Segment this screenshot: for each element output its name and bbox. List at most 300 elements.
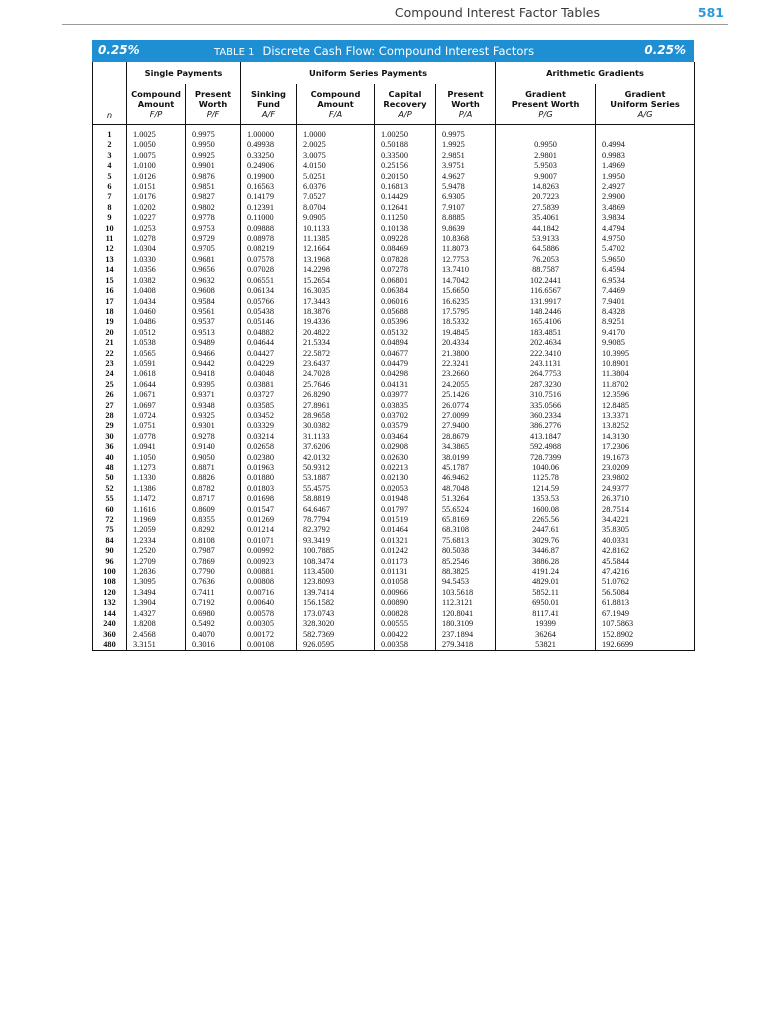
col-header-af: Sinking Fund A/F	[241, 84, 297, 125]
cell-ag: 61.8813	[602, 598, 630, 608]
cell-fa: 82.3792	[297, 525, 375, 535]
cell-n: 28	[93, 411, 127, 421]
cell-pg: 53821	[496, 640, 596, 651]
cell-ap: 0.03835	[375, 401, 436, 411]
cell-ap: 0.03977	[375, 390, 436, 400]
cell-ap: 0.00890	[375, 598, 436, 608]
cell-fa: 64.6467	[297, 505, 375, 515]
cell-pa: 103.5618	[436, 588, 496, 598]
cell-pf: 0.8871	[186, 463, 241, 473]
group-header-row	[93, 62, 695, 84]
cell-fa: 93.3419	[297, 536, 375, 546]
cell-n: 8	[93, 203, 127, 213]
table-row	[93, 453, 695, 463]
cell-n: 23	[93, 359, 127, 369]
cell-pg: 202.4634	[496, 338, 596, 348]
cell-pf: 0.8609	[186, 505, 241, 515]
cell-af: 0.04882	[241, 328, 297, 338]
cell-ap: 0.02213	[375, 463, 436, 473]
cell-fp: 1.0724	[127, 411, 186, 421]
cell-n: 120	[93, 588, 127, 598]
cell-pa: 0.9975	[436, 125, 496, 141]
cell-pf: 0.5492	[186, 619, 241, 629]
cell-af: 0.04048	[241, 369, 297, 379]
cell-ag: 6.4594	[602, 265, 625, 275]
cell-pf: 0.9608	[186, 286, 241, 296]
cell-fp: 1.0751	[127, 421, 186, 431]
cell-pa: 24.2055	[436, 380, 496, 390]
cell-n: 5	[93, 172, 127, 182]
cell-ap: 0.05132	[375, 328, 436, 338]
cell-pg: 0.9950	[496, 140, 596, 150]
cell-ag: 40.0331	[602, 535, 630, 545]
cell-af: 0.24906	[241, 161, 297, 171]
cell-ag: 5.4702	[602, 244, 625, 254]
factor-table	[92, 40, 694, 651]
cell-ap: 0.01131	[375, 567, 436, 577]
cell-pa: 279.3418	[436, 640, 496, 651]
table-row	[93, 125, 695, 141]
cell-n: 72	[93, 515, 127, 525]
cell-fa: 28.9658	[297, 411, 375, 421]
cell-pg: 165.4106	[496, 317, 596, 327]
cell-n: 24	[93, 369, 127, 379]
cell-fp: 1.1273	[127, 463, 186, 473]
cell-ap: 0.01058	[375, 577, 436, 587]
cell-ap: 0.02130	[375, 473, 436, 483]
cell-ag: 7.4469	[602, 286, 625, 296]
cell-fa: 4.0150	[297, 161, 375, 171]
cell-fa: 27.8961	[297, 401, 375, 411]
cell-pf: 0.8826	[186, 473, 241, 483]
cell-pa: 237.1894	[436, 630, 496, 640]
col-header-pa: Present Worth P/A	[436, 84, 496, 125]
cell-pg: 131.9917	[496, 297, 596, 307]
cell-pf: 0.9140	[186, 442, 241, 452]
cell-n: 4	[93, 161, 127, 171]
cell-pf: 0.9632	[186, 276, 241, 286]
cell-fp: 1.0512	[127, 328, 186, 338]
table-number: TABLE 1	[214, 47, 255, 58]
cell-pa: 28.8679	[436, 432, 496, 442]
col-header-fa: Compound Amount F/A	[297, 84, 375, 125]
cell-ag: 0.9983	[602, 150, 625, 160]
cell-pf: 0.4070	[186, 630, 241, 640]
cell-n: 15	[93, 276, 127, 286]
table-row	[93, 577, 695, 587]
cell-ap: 0.00422	[375, 630, 436, 640]
cell-pf: 0.8782	[186, 484, 241, 494]
cell-af: 0.00923	[241, 557, 297, 567]
cell-pg: 148.2446	[496, 307, 596, 317]
cell-pf: 0.3016	[186, 640, 241, 651]
cell-pa: 27.0099	[436, 411, 496, 421]
running-title: Compound Interest Factor Tables	[394, 5, 600, 20]
cell-pf: 0.9681	[186, 255, 241, 265]
cell-ap: 0.01797	[375, 505, 436, 515]
cell-fp: 1.1386	[127, 484, 186, 494]
cell-af: 0.03329	[241, 421, 297, 431]
cell-af: 0.01269	[241, 515, 297, 525]
table-row	[93, 619, 695, 629]
cell-ag: 3.9834	[602, 213, 625, 223]
cell-fp: 1.0618	[127, 369, 186, 379]
cell-fp: 1.0253	[127, 224, 186, 234]
cell-pa: 75.6813	[436, 536, 496, 546]
cell-af: 0.19900	[241, 172, 297, 182]
cell-ag: 1.9950	[602, 171, 625, 181]
cell-af: 0.01214	[241, 525, 297, 535]
cell-fp: 1.1616	[127, 505, 186, 515]
cell-ag: 0.4994	[602, 140, 625, 150]
cell-af: 0.06134	[241, 286, 297, 296]
cell-pa: 27.9400	[436, 421, 496, 431]
cell-ap: 0.04894	[375, 338, 436, 348]
cell-n: 26	[93, 390, 127, 400]
table-row	[93, 484, 695, 494]
cell-fa: 328.3020	[297, 619, 375, 629]
cell-af: 0.03585	[241, 401, 297, 411]
table-row	[93, 463, 695, 473]
cell-fa: 21.5334	[297, 338, 375, 348]
cell-pf: 0.9802	[186, 203, 241, 213]
cell-fa: 123.8093	[297, 577, 375, 587]
table-row	[93, 390, 695, 400]
table-row	[93, 588, 695, 598]
table-row	[93, 505, 695, 515]
cell-ap: 0.11250	[375, 213, 436, 223]
cell-af: 0.00578	[241, 609, 297, 619]
cell-fp: 1.0278	[127, 234, 186, 244]
cell-ag: 19.1673	[602, 452, 630, 462]
cell-n: 6	[93, 182, 127, 192]
cell-n: 16	[93, 286, 127, 296]
table-row	[93, 546, 695, 556]
cell-ag: 3.4869	[602, 202, 625, 212]
cell-pg: 36264	[496, 630, 596, 640]
table-row	[93, 265, 695, 275]
cell-pa: 18.5332	[436, 317, 496, 327]
cell-pg: 44.1842	[496, 224, 596, 234]
cell-ag: 10.8901	[602, 358, 630, 368]
table-row	[93, 359, 695, 369]
cell-ag: 4.4794	[602, 223, 625, 233]
cell-af: 0.05146	[241, 317, 297, 327]
cell-fa: 78.7794	[297, 515, 375, 525]
cell-fp: 1.0025	[127, 125, 186, 141]
cell-n: 2	[93, 140, 127, 150]
cell-fp: 1.1472	[127, 494, 186, 504]
cell-ag: 10.3995	[602, 348, 630, 358]
cell-fa: 5.0251	[297, 172, 375, 182]
cell-af: 0.08219	[241, 244, 297, 254]
cell-pf: 0.9656	[186, 265, 241, 275]
cell-ap: 0.16813	[375, 182, 436, 192]
cell-n: 100	[93, 567, 127, 577]
cell-n: 18	[93, 307, 127, 317]
cell-pg: 27.5839	[496, 203, 596, 213]
cell-pg: 2447.61	[496, 525, 596, 535]
cell-n: 90	[93, 546, 127, 556]
cell-fp: 1.2836	[127, 567, 186, 577]
cell-n: 96	[93, 557, 127, 567]
cell-fa: 3.0075	[297, 151, 375, 161]
cell-pa: 3.9751	[436, 161, 496, 171]
cell-ag: 51.0762	[602, 577, 630, 587]
cell-pa: 16.6235	[436, 297, 496, 307]
cell-af: 0.00305	[241, 619, 297, 629]
cell-fa: 8.0704	[297, 203, 375, 213]
cell-pg: 3029.76	[496, 536, 596, 546]
cell-fa: 20.4822	[297, 328, 375, 338]
cell-pf: 0.9901	[186, 161, 241, 171]
table-row	[93, 297, 695, 307]
cell-ag	[596, 125, 695, 141]
cell-n: 84	[93, 536, 127, 546]
cell-ap: 0.20150	[375, 172, 436, 182]
cell-af: 0.12391	[241, 203, 297, 213]
cell-pg: 2.9801	[496, 151, 596, 161]
cell-ap: 0.02053	[375, 484, 436, 494]
cell-ag: 34.4221	[602, 515, 630, 525]
cell-fa: 53.1887	[297, 473, 375, 483]
cell-pg: 14.8263	[496, 182, 596, 192]
cell-n: 29	[93, 421, 127, 431]
cell-pf: 0.9442	[186, 359, 241, 369]
cell-fp: 1.0565	[127, 349, 186, 359]
cell-ap: 0.00358	[375, 640, 436, 651]
cell-n: 30	[93, 432, 127, 442]
cell-pg: 413.1847	[496, 432, 596, 442]
cell-fa: 16.3035	[297, 286, 375, 296]
table-row	[93, 598, 695, 608]
cell-pg: 88.7587	[496, 265, 596, 275]
cell-n: 27	[93, 401, 127, 411]
cell-n: 360	[93, 630, 127, 640]
cell-fa: 6.0376	[297, 182, 375, 192]
cell-n: 3	[93, 151, 127, 161]
cell-fa: 26.8290	[297, 390, 375, 400]
cell-pf: 0.7790	[186, 567, 241, 577]
table-row	[93, 630, 695, 640]
table-row	[93, 442, 695, 452]
cell-pf: 0.9753	[186, 224, 241, 234]
cell-fp: 1.0486	[127, 317, 186, 327]
table-banner	[92, 40, 694, 62]
cell-af: 0.00108	[241, 640, 297, 651]
cell-af: 0.33250	[241, 151, 297, 161]
cell-ap: 0.08469	[375, 244, 436, 254]
cell-fp: 1.3494	[127, 588, 186, 598]
cell-fa: 173.0743	[297, 609, 375, 619]
cell-ap: 0.06384	[375, 286, 436, 296]
cell-pg: 222.3410	[496, 349, 596, 359]
cell-fp: 1.0538	[127, 338, 186, 348]
cell-ap: 0.02630	[375, 453, 436, 463]
cell-fa: 139.7414	[297, 588, 375, 598]
cell-fa: 18.3876	[297, 307, 375, 317]
cell-pg: 592.4988	[496, 442, 596, 452]
cell-n: 60	[93, 505, 127, 515]
cell-fa: 10.1133	[297, 224, 375, 234]
cell-fp: 1.0408	[127, 286, 186, 296]
cell-af: 0.01963	[241, 463, 297, 473]
cell-pg: 1125.78	[496, 473, 596, 483]
table-row	[93, 213, 695, 223]
cell-n: 40	[93, 453, 127, 463]
cell-af: 1.00000	[241, 125, 297, 141]
cell-pa: 10.8368	[436, 234, 496, 244]
table-row	[93, 307, 695, 317]
cell-pg: 183.4851	[496, 328, 596, 338]
cell-pg: 728.7399	[496, 453, 596, 463]
cell-ag: 192.6699	[602, 639, 634, 649]
cell-pf: 0.7192	[186, 598, 241, 608]
cell-ap: 0.10138	[375, 224, 436, 234]
table-row	[93, 380, 695, 390]
cell-ap: 0.00828	[375, 609, 436, 619]
cell-fp: 1.0382	[127, 276, 186, 286]
cell-af: 0.03214	[241, 432, 297, 442]
cell-pa: 55.6524	[436, 505, 496, 515]
cell-pg: 1353.53	[496, 494, 596, 504]
cell-ag: 11.8702	[602, 379, 629, 389]
cell-fp: 1.0330	[127, 255, 186, 265]
cell-pg: 4191.24	[496, 567, 596, 577]
table-row	[93, 567, 695, 577]
cell-ag: 12.8485	[602, 400, 630, 410]
cell-pa: 85.2546	[436, 557, 496, 567]
table-row	[93, 224, 695, 234]
cell-n: 20	[93, 328, 127, 338]
cell-ag: 23.0209	[602, 463, 630, 472]
cell-ag: 45.5844	[602, 556, 630, 566]
cell-n: 144	[93, 609, 127, 619]
cell-fp: 1.0202	[127, 203, 186, 213]
cell-pa: 80.5038	[436, 546, 496, 556]
cell-af: 0.07028	[241, 265, 297, 275]
cell-n: 11	[93, 234, 127, 244]
cell-af: 0.00640	[241, 598, 297, 608]
cell-pa: 20.4334	[436, 338, 496, 348]
cell-ap: 1.00250	[375, 125, 436, 141]
table-row	[93, 244, 695, 254]
cell-af: 0.11000	[241, 213, 297, 223]
cell-ag: 9.4170	[602, 327, 625, 337]
cell-af: 0.06551	[241, 276, 297, 286]
group-uniform-series: Uniform Series Payments	[241, 62, 496, 84]
cell-ap: 0.01173	[375, 557, 436, 567]
cell-ap: 0.07828	[375, 255, 436, 265]
cell-pg: 64.5886	[496, 244, 596, 254]
cell-pa: 25.1426	[436, 390, 496, 400]
cell-ap: 0.14429	[375, 192, 436, 202]
table-row	[93, 609, 695, 619]
cell-pa: 45.1787	[436, 463, 496, 473]
table-row	[93, 172, 695, 182]
cell-fa: 926.0595	[297, 640, 375, 651]
cell-ap: 0.00966	[375, 588, 436, 598]
cell-pf: 0.6980	[186, 609, 241, 619]
cell-pa: 6.9305	[436, 192, 496, 202]
cell-pg: 3446.87	[496, 546, 596, 556]
cell-ag: 152.8902	[602, 629, 634, 639]
cell-ap: 0.25156	[375, 161, 436, 171]
cell-ap: 0.06801	[375, 276, 436, 286]
table-caption	[214, 44, 534, 58]
cell-pa: 26.0774	[436, 401, 496, 411]
cell-pa: 8.8885	[436, 213, 496, 223]
table-row	[93, 421, 695, 431]
cell-ap: 0.01464	[375, 525, 436, 535]
cell-fp: 3.3151	[127, 640, 186, 651]
cell-fp: 1.0050	[127, 140, 186, 150]
cell-ap: 0.00555	[375, 619, 436, 629]
cell-ag: 2.4927	[602, 182, 625, 192]
cell-fa: 100.7885	[297, 546, 375, 556]
cell-pa: 14.7042	[436, 276, 496, 286]
cell-fa: 58.8819	[297, 494, 375, 504]
interest-rate-left: 0.25%	[98, 43, 140, 57]
cell-pg: 19399	[496, 619, 596, 629]
cell-af: 0.16563	[241, 182, 297, 192]
cell-ap: 0.02908	[375, 442, 436, 452]
cell-pg: 287.3230	[496, 380, 596, 390]
col-header-pf: Present Worth P/F	[186, 84, 241, 125]
cell-n: 17	[93, 297, 127, 307]
cell-fa: 2.0025	[297, 140, 375, 150]
cell-fp: 1.0126	[127, 172, 186, 182]
cell-fa: 50.9312	[297, 463, 375, 473]
cell-fa: 55.4575	[297, 484, 375, 494]
cell-fa: 7.0527	[297, 192, 375, 202]
cell-n: 12	[93, 244, 127, 254]
cell-ap: 0.01321	[375, 536, 436, 546]
cell-af: 0.01547	[241, 505, 297, 515]
cell-ag: 17.2306	[602, 442, 630, 452]
cell-n: 14	[93, 265, 127, 275]
factor-grid	[92, 62, 695, 651]
table-row	[93, 349, 695, 359]
cell-n: 480	[93, 640, 127, 651]
cell-ag: 1.4969	[602, 161, 625, 171]
cell-fp: 1.2059	[127, 525, 186, 535]
cell-pa: 7.9107	[436, 203, 496, 213]
cell-ag: 14.3130	[602, 431, 630, 441]
cell-af: 0.02658	[241, 442, 297, 452]
cell-fa: 11.1385	[297, 234, 375, 244]
cell-fp: 1.2334	[127, 536, 186, 546]
cell-pa: 1.9925	[436, 140, 496, 150]
cell-ap: 0.03579	[375, 421, 436, 431]
cell-fa: 14.2298	[297, 265, 375, 275]
cell-pg: 1040.06	[496, 463, 596, 473]
cell-fa: 9.0905	[297, 213, 375, 223]
cell-ag: 6.9534	[602, 275, 625, 285]
table-row	[93, 161, 695, 171]
cell-af: 0.04427	[241, 349, 297, 359]
group-single-payments: Single Payments	[127, 62, 241, 84]
cell-pa: 2.9851	[436, 151, 496, 161]
cell-fa: 19.4336	[297, 317, 375, 327]
cell-n: 21	[93, 338, 127, 348]
cell-fa: 13.1968	[297, 255, 375, 265]
col-header-n: n	[93, 84, 127, 125]
table-row	[93, 140, 695, 150]
cell-n: 50	[93, 473, 127, 483]
cell-ap: 0.06016	[375, 297, 436, 307]
cell-fp: 1.0100	[127, 161, 186, 171]
